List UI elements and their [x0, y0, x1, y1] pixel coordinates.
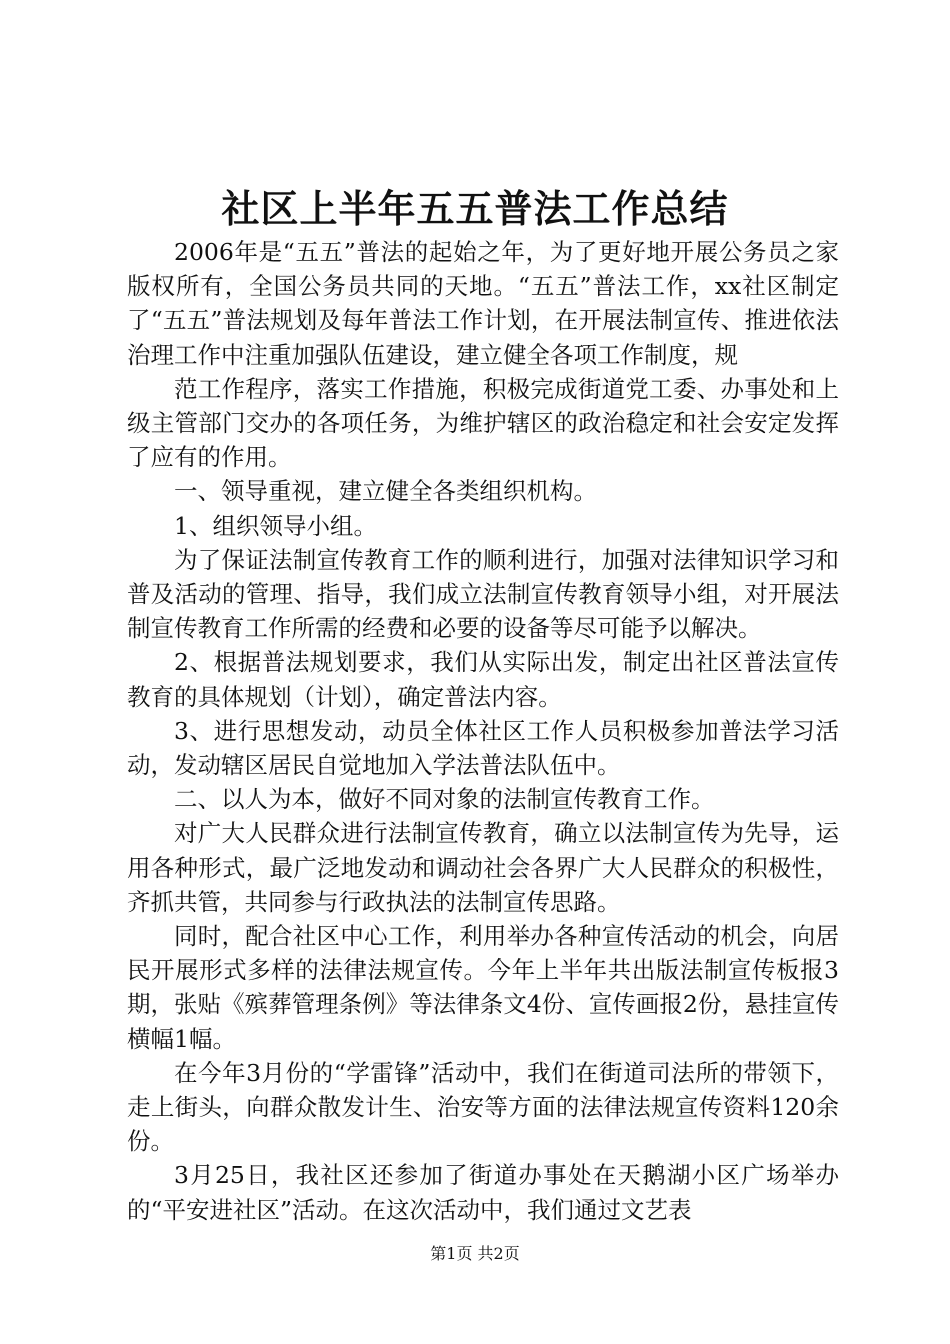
paragraph: 范工作程序，落实工作措施，积极完成街道党工委、办事处和上级主管部门交办的各项任务，为维护辖区的政治稳定和社会安定发挥了应有的作用。: [127, 374, 839, 472]
page-indicator: 第1页 共2页: [430, 1244, 520, 1263]
paragraph: 3月25日，我社区还参加了街道办事处在天鹅湖小区广场举办的“平安进社区”活动。在这次活动中，我们通过文艺表: [127, 1161, 839, 1224]
subsection-heading: 1、组织领导小组。: [174, 511, 377, 540]
paragraph: 为了保证法制宣传教育工作的顺利进行，加强对法律知识学习和普及活动的管理、指导，我们成立法制宣传教育领导小组，对开展法制宣传教育工作所需的经费和必要的设备等尽可能予以解决。: [127, 545, 839, 643]
section-heading: 一、领导重视，建立健全各类组织机构。: [174, 477, 597, 506]
document-body: [127, 235, 839, 1227]
paragraph: 同时，配合社区中心工作，利用举办各种宣传活动的机会，向居民开展形式多样的法律法规宣传。今年上半年共出版法制宣传板报3期，张贴《殡葬管理条例》等法律条文4份、宣传画报2份，悬挂宣传横幅1幅。: [127, 922, 839, 1053]
paragraph: 3、进行思想发动，动员全体社区工作人员积极参加普法学习活动，发动辖区居民自觉地加入学法普法队伍中。: [127, 716, 839, 780]
paragraph: 2006年是“五五”普法的起始之年，为了更好地开展公务员之家版权所有，全国公务员共同的天地。“五五”普法工作，xx社区制定了“五五”普法规划及每年普法工作计划，在开展法制宣传、推进依法治理工作中注重加强队伍建设，建立健全各项工作制度，规: [127, 238, 839, 369]
paragraph: 在今年3月份的“学雷锋”活动中，我们在街道司法所的带领下，走上街头，向群众散发计生、治安等方面的法律法规宣传资料120余份。: [127, 1058, 839, 1156]
section-heading: 二、以人为本，做好不同对象的法制宣传教育工作。: [174, 785, 715, 814]
document-title: 社区上半年五五普法工作总结: [221, 186, 729, 231]
paragraph: 2、根据普法规划要求，我们从实际出发，制定出社区普法宣传教育的具体规划（计划），确定普法内容。: [127, 648, 839, 711]
paragraph: 对广大人民群众进行法制宣传教育，确立以法制宣传为先导，运用各种形式，最广泛地发动和调动社会各界广大人民群众的积极性，齐抓共管，共同参与行政执法的法制宣传思路。: [127, 819, 839, 916]
